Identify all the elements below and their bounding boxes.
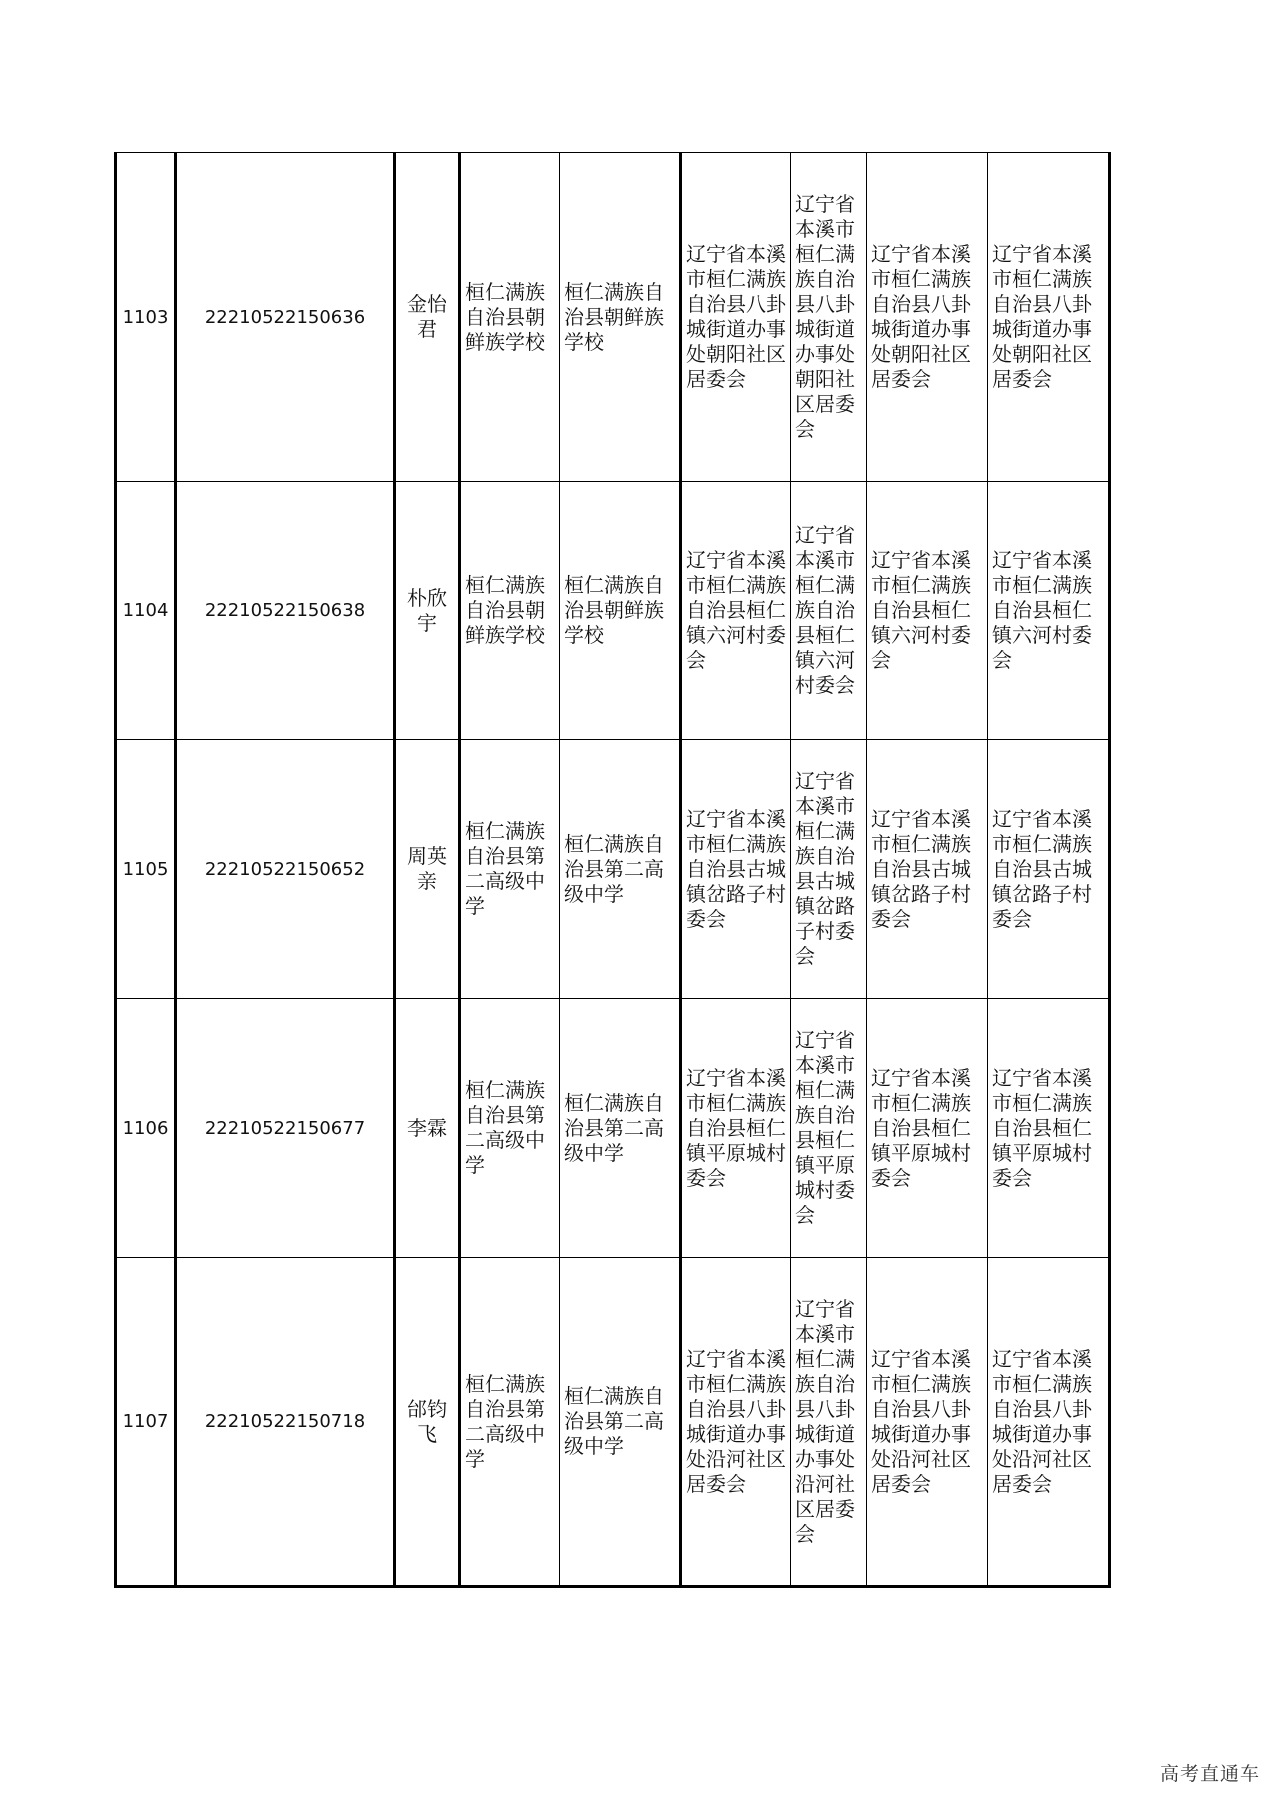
address-cell: 辽宁省本溪市桓仁满族自治县桓仁镇六河村委会: [867, 482, 988, 740]
address-cell: 辽宁省本溪市桓仁满族自治县八卦城街道办事处朝阳社区居委会: [681, 153, 791, 482]
table-row: [116, 740, 1110, 999]
address-cell: 辽宁省本溪市桓仁满族自治县古城镇岔路子村委会: [867, 740, 988, 999]
school-cell: 桓仁满族自治县第二高级中学: [560, 999, 681, 1258]
student-name-cell: 朴欣宇: [395, 482, 460, 740]
school-cell: 桓仁满族自治县第二高级中学: [560, 1258, 681, 1587]
table-row: [116, 999, 1110, 1258]
serial-number-cell: 1107: [116, 1258, 176, 1587]
address-cell: 辽宁省本溪市桓仁满族自治县八卦城街道办事处沿河社区居委会: [791, 1258, 867, 1587]
school-cell: 桓仁满族自治县第二高级中学: [460, 740, 560, 999]
address-cell: 辽宁省本溪市桓仁满族自治县古城镇岔路子村委会: [681, 740, 791, 999]
serial-number-cell: 1104: [116, 482, 176, 740]
address-cell: 辽宁省本溪市桓仁满族自治县桓仁镇平原城村委会: [681, 999, 791, 1258]
table-row: [116, 153, 1110, 482]
school-cell: 桓仁满族自治县第二高级中学: [460, 1258, 560, 1587]
student-name-cell: 邰钧飞: [395, 1258, 460, 1587]
school-cell: 桓仁满族自治县朝鲜族学校: [460, 482, 560, 740]
exam-id-cell: 22210522150677: [176, 999, 395, 1258]
table-row: [116, 1258, 1110, 1587]
serial-number-cell: 1103: [116, 153, 176, 482]
exam-id-cell: 22210522150636: [176, 153, 395, 482]
student-name-cell: 金怡君: [395, 153, 460, 482]
exam-id-cell: 22210522150718: [176, 1258, 395, 1587]
table-row: [116, 482, 1110, 740]
address-cell: 辽宁省本溪市桓仁满族自治县桓仁镇平原城村委会: [791, 999, 867, 1258]
address-cell: 辽宁省本溪市桓仁满族自治县古城镇岔路子村委会: [791, 740, 867, 999]
school-cell: 桓仁满族自治县第二高级中学: [560, 740, 681, 999]
student-name-cell: 李霖: [395, 999, 460, 1258]
address-cell: 辽宁省本溪市桓仁满族自治县桓仁镇平原城村委会: [867, 999, 988, 1258]
address-cell: 辽宁省本溪市桓仁满族自治县八卦城街道办事处朝阳社区居委会: [988, 153, 1110, 482]
serial-number-cell: 1106: [116, 999, 176, 1258]
address-cell: 辽宁省本溪市桓仁满族自治县八卦城街道办事处沿河社区居委会: [988, 1258, 1110, 1587]
address-cell: 辽宁省本溪市桓仁满族自治县桓仁镇六河村委会: [791, 482, 867, 740]
exam-id-cell: 22210522150652: [176, 740, 395, 999]
address-cell: 辽宁省本溪市桓仁满族自治县古城镇岔路子村委会: [988, 740, 1110, 999]
address-cell: 辽宁省本溪市桓仁满族自治县桓仁镇平原城村委会: [988, 999, 1110, 1258]
address-cell: 辽宁省本溪市桓仁满族自治县桓仁镇六河村委会: [681, 482, 791, 740]
school-cell: 桓仁满族自治县朝鲜族学校: [560, 482, 681, 740]
student-roster-table: [114, 152, 1111, 1588]
address-cell: 辽宁省本溪市桓仁满族自治县八卦城街道办事处朝阳社区居委会: [791, 153, 867, 482]
student-name-cell: 周英亲: [395, 740, 460, 999]
watermark-text: 高考直通车: [1159, 1763, 1260, 1785]
serial-number-cell: 1105: [116, 740, 176, 999]
address-cell: 辽宁省本溪市桓仁满族自治县八卦城街道办事处沿河社区居委会: [681, 1258, 791, 1587]
address-cell: 辽宁省本溪市桓仁满族自治县八卦城街道办事处朝阳社区居委会: [867, 153, 988, 482]
address-cell: 辽宁省本溪市桓仁满族自治县八卦城街道办事处沿河社区居委会: [867, 1258, 988, 1587]
school-cell: 桓仁满族自治县朝鲜族学校: [560, 153, 681, 482]
school-cell: 桓仁满族自治县朝鲜族学校: [460, 153, 560, 482]
address-cell: 辽宁省本溪市桓仁满族自治县桓仁镇六河村委会: [988, 482, 1110, 740]
school-cell: 桓仁满族自治县第二高级中学: [460, 999, 560, 1258]
exam-id-cell: 22210522150638: [176, 482, 395, 740]
